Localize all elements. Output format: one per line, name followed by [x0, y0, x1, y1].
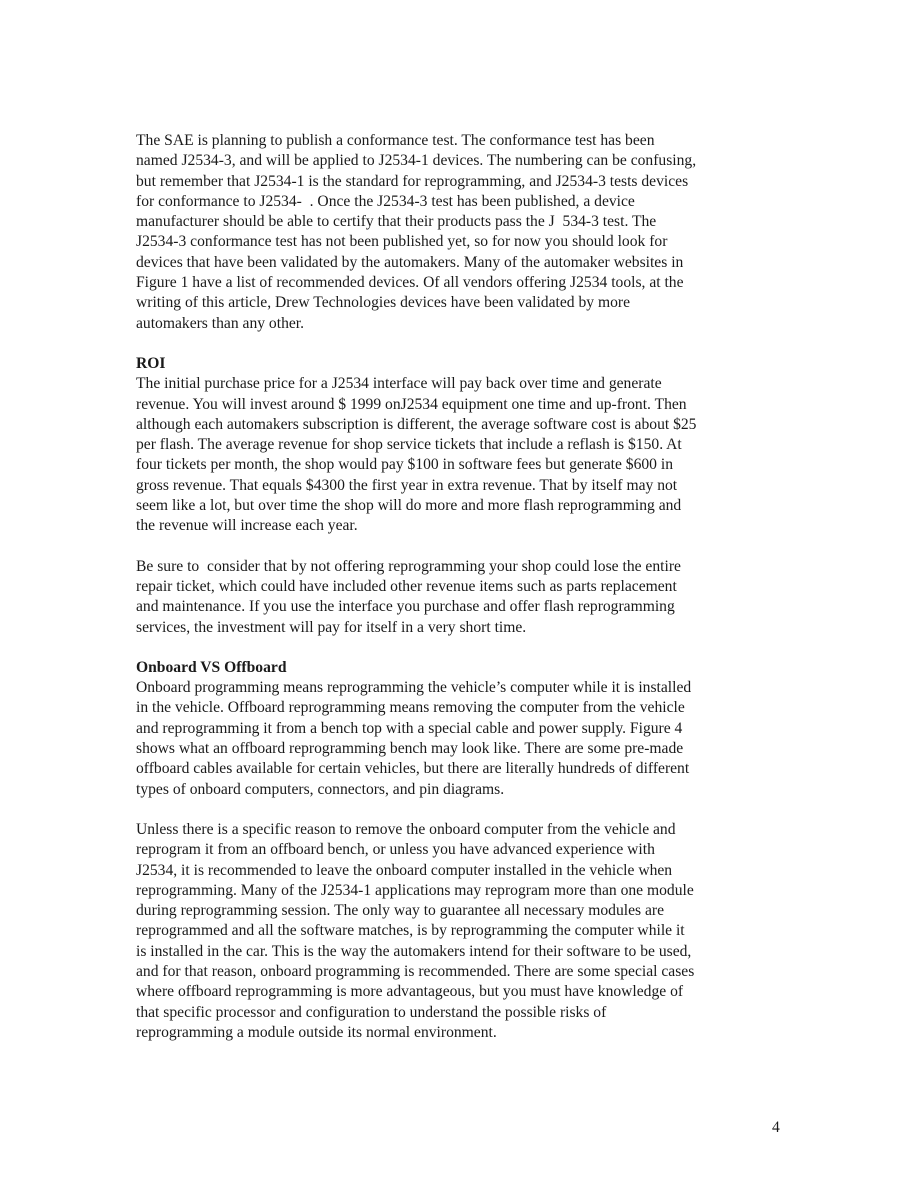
- text-line: Unless there is a specific reason to remove the onboard computer from the vehicle and: [136, 820, 676, 838]
- text-line: is installed in the car. This is the way the automakers intend for their software to be used,: [136, 942, 692, 960]
- text-line: that specific processor and configuration to understand the possible risks of: [136, 1003, 607, 1021]
- text-line: during reprogramming session. The only way to guarantee all necessary modules are: [136, 902, 665, 920]
- text-line: four tickets per month, the shop would pay $100 in software fees but generate $600 in: [136, 456, 673, 474]
- text-line: reprogramming. Many of the J2534-1 applications may reprogram more than one module: [136, 881, 694, 899]
- roi-heading: ROI: [136, 354, 166, 372]
- text-line: in the vehicle. Offboard reprogramming means removing the computer from the vehicle: [136, 699, 685, 717]
- onboard-heading: Onboard VS Offboard: [136, 658, 287, 676]
- text-line: J2534-3 conformance test has not been published yet, so for now you should look for: [136, 233, 668, 251]
- text-line: gross revenue. That equals $4300 the first year in extra revenue. That by itself may not: [136, 476, 678, 494]
- text-line: Be sure to consider that by not offering reprogramming your shop could lose the entire: [136, 557, 681, 575]
- text-line: and reprogramming it from a bench top with a special cable and power supply. Figure 4: [136, 719, 683, 737]
- text-line: revenue. You will invest around $ 1999 onJ2534 equipment one time and up-front. Then: [136, 395, 687, 413]
- text-line: services, the investment will pay for itself in a very short time.: [136, 618, 527, 636]
- text-line: shows what an offboard reprogramming bench may look like. There are some pre-made: [136, 740, 684, 758]
- text-line: The SAE is planning to publish a conformance test. The conformance test has been: [136, 132, 655, 149]
- text-line: reprogramming a module outside its normal environment.: [136, 1023, 497, 1041]
- text-line: and for that reason, onboard programming is recommended. There are some special cases: [136, 962, 695, 980]
- text-line: repair ticket, which could have included other revenue items such as parts replacement: [136, 577, 677, 595]
- text-line: devices that have been validated by the automakers. Many of the automaker websites in: [136, 253, 684, 271]
- onboard-paragraph: [136, 678, 788, 800]
- text-line: The initial purchase price for a J2534 interface will pay back over time and generate: [136, 375, 662, 393]
- text-line: Onboard programming means reprogramming the vehicle’s computer while it is installed: [136, 679, 692, 697]
- text-line: for conformance to J2534- . Once the J2534-3 test has been published, a device: [136, 192, 635, 210]
- text-line: named J2534-3, and will be applied to J2534-1 devices. The numbering can be confusing,: [136, 152, 697, 170]
- text-line: offboard cables available for certain vehicles, but there are literally hundreds of different: [136, 760, 690, 778]
- page-body: [136, 131, 788, 1043]
- page-number: 4: [772, 1119, 780, 1136]
- text-line: but remember that J2534-1 is the standard for reprogramming, and J2534-3 tests devices: [136, 172, 689, 190]
- onboard-paragraph-2: [136, 820, 788, 1043]
- intro-paragraph: [136, 131, 788, 334]
- text-line: Figure 1 have a list of recommended devices. Of all vendors offering J2534 tools, at the: [136, 274, 684, 292]
- text-line: types of onboard computers, connectors, and pin diagrams.: [136, 780, 505, 798]
- text-line: reprogrammed and all the software matches, is by reprogramming the computer while it: [136, 922, 685, 940]
- text-line: although each automakers subscription is different, the average software cost is about $25: [136, 415, 697, 433]
- roi-paragraph: [136, 374, 788, 536]
- text-line: writing of this article, Drew Technologies devices have been validated by more: [136, 294, 630, 312]
- text-line: where offboard reprogramming is more advantageous, but you must have knowledge of: [136, 983, 684, 1001]
- text-line: J2534, it is recommended to leave the onboard computer installed in the vehicle when: [136, 861, 673, 879]
- text-line: manufacturer should be able to certify that their products pass the J 534-3 test. The: [136, 213, 657, 231]
- text-line: seem like a lot, but over time the shop will do more and more flash reprogramming and: [136, 497, 682, 515]
- text-line: per flash. The average revenue for shop service tickets that include a reflash is $150. At: [136, 436, 682, 454]
- text-line: automakers than any other.: [136, 314, 305, 332]
- text-line: reprogram it from an offboard bench, or unless you have advanced experience with: [136, 841, 655, 859]
- roi-paragraph-2: [136, 557, 788, 638]
- text-line: and maintenance. If you use the interface you purchase and offer flash reprogramming: [136, 598, 675, 616]
- text-line: the revenue will increase each year.: [136, 517, 358, 535]
